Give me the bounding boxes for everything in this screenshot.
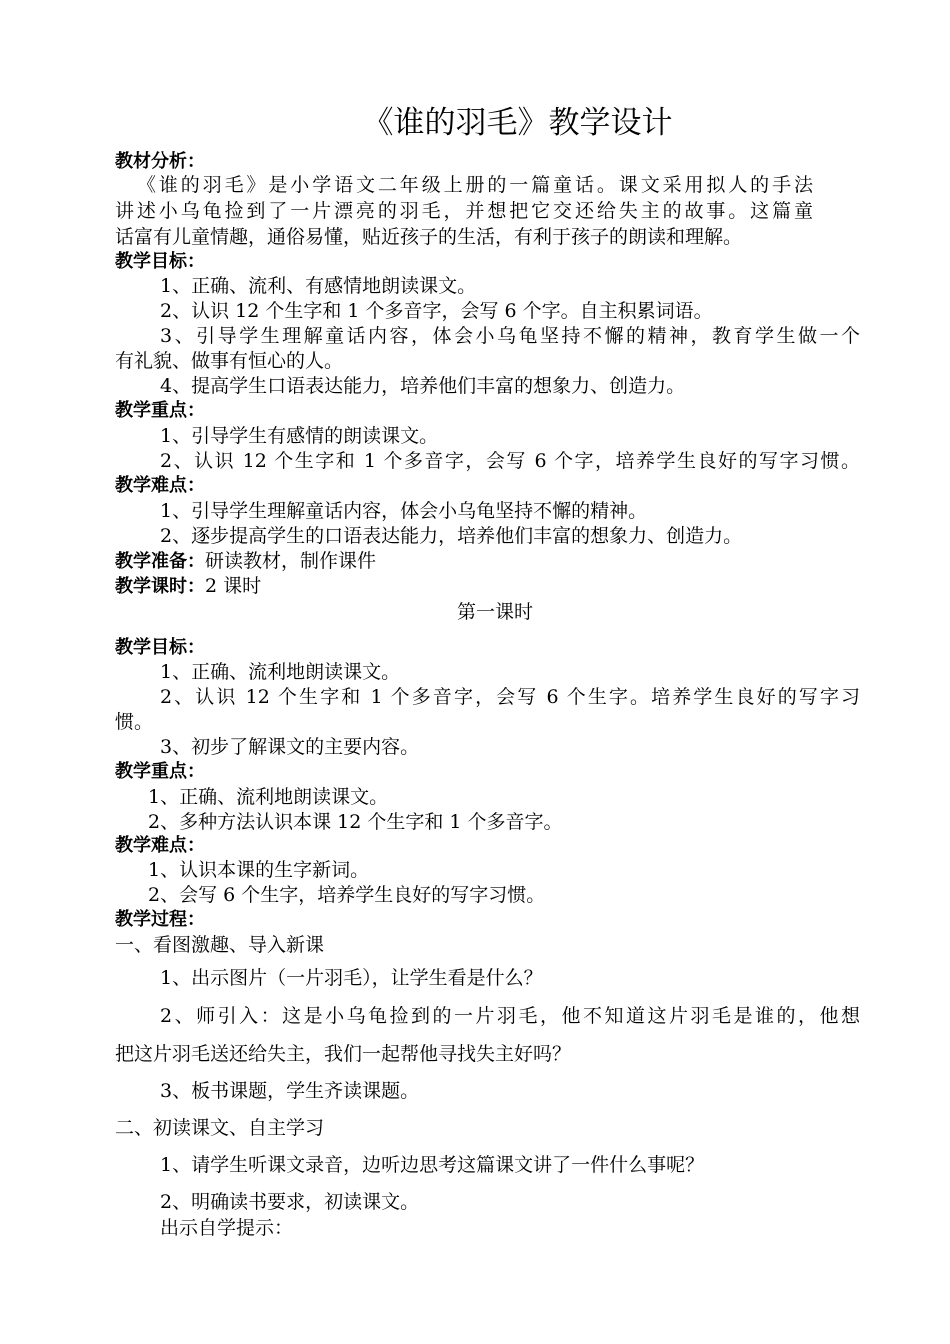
process-item: 2、明确读书要求，初读课文。	[160, 1191, 420, 1213]
analysis-line: 讲述小乌龟捡到了一片漂亮的羽毛，并想把它交还给失主的故事。这篇童	[115, 200, 813, 222]
lesson1-key-point-item: 1、正确、流利地朗读课文。	[148, 786, 389, 808]
preparation-text: 研读教材，制作课件	[205, 550, 377, 572]
lesson1-goal-item: 惯。	[115, 711, 154, 733]
process-item: 出示自学提示：	[160, 1217, 294, 1239]
lesson1-goal-item: 2、认识 12 个生字和 1 个多音字，会写 6 个生字。培养学生良好的写字习	[160, 686, 860, 708]
goal-item: 1、正确、流利、有感情地朗读课文。	[160, 275, 477, 297]
process-item: 1、出示图片（一片羽毛），让学生看是什么？	[160, 967, 543, 989]
lesson1-goal-item: 3、初步了解课文的主要内容。	[160, 736, 420, 758]
process-item: 3、板书课题，学生齐读课题。	[160, 1080, 420, 1102]
key-points-heading: 教学重点：	[115, 400, 205, 421]
goal-item: 3、引导学生理解童话内容，体会小乌龟坚持不懈的精神，教育学生做一个	[160, 325, 860, 347]
difficulty-item: 1、引导学生理解童话内容，体会小乌龟坚持不懈的精神。	[160, 500, 648, 522]
analysis-heading: 教材分析：	[115, 151, 205, 172]
periods-line	[115, 574, 261, 599]
key-point-item: 2、认识 12 个生字和 1 个多音字，会写 6 个字，培养学生良好的写字习惯。	[160, 450, 860, 472]
lesson1-difficulty-item: 1、认识本课的生字新词。	[148, 859, 370, 881]
lesson1-key-point-item: 2、多种方法认识本课 12 个生字和 1 个多音字。	[148, 811, 563, 833]
process-section-title: 二、初读课文、自主学习	[115, 1117, 325, 1139]
lesson1-difficulties-heading: 教学难点：	[115, 835, 205, 856]
preparation-line	[115, 549, 376, 574]
preparation-heading: 教学准备：	[115, 551, 205, 572]
process-heading: 教学过程：	[115, 909, 205, 930]
analysis-line: 《谁的羽毛》是小学语文二年级上册的一篇童话。课文采用拟人的手法	[137, 174, 813, 196]
goal-item: 4、提高学生口语表达能力，培养他们丰富的想象力、创造力。	[160, 375, 686, 397]
process-section-title: 一、看图激趣、导入新课	[115, 934, 325, 956]
goals-heading: 教学目标：	[115, 251, 205, 272]
analysis-line: 话富有儿童情趣，通俗易懂，贴近孩子的生活，有利于孩子的朗读和理解。	[115, 226, 743, 248]
goal-item: 2、认识 12 个生字和 1 个多音字，会写 6 个字。自主积累词语。	[160, 300, 713, 322]
lesson1-title: 第一课时	[456, 601, 533, 623]
lesson1-goal-item: 1、正确、流利地朗读课文。	[160, 661, 401, 683]
difficulty-item: 2、逐步提高学生的口语表达能力，培养他们丰富的想象力、创造力。	[160, 525, 743, 547]
lesson1-difficulty-item: 2、会写 6 个生字，培养学生良好的写字习惯。	[148, 884, 546, 906]
key-point-item: 1、引导学生有感情的朗读课文。	[160, 425, 439, 447]
lesson1-key-points-heading: 教学重点：	[115, 761, 205, 782]
periods-heading: 教学课时：	[115, 576, 205, 597]
goal-item: 有礼貌、做事有恒心的人。	[115, 350, 344, 372]
process-item: 把这片羽毛送还给失主，我们一起帮他寻找失主好吗？	[115, 1043, 572, 1065]
difficulties-heading: 教学难点：	[115, 475, 205, 496]
document-title: 《谁的羽毛》教学设计	[362, 105, 673, 141]
periods-text: 2 课时	[205, 575, 262, 597]
lesson1-goals-heading: 教学目标：	[115, 637, 205, 658]
process-item: 2、师引入：这是小乌龟捡到的一片羽毛，他不知道这片羽毛是谁的，他想	[160, 1005, 860, 1027]
process-item: 1、请学生听课文录音，边听边思考这篇课文讲了一件什么事呢？	[160, 1154, 705, 1176]
